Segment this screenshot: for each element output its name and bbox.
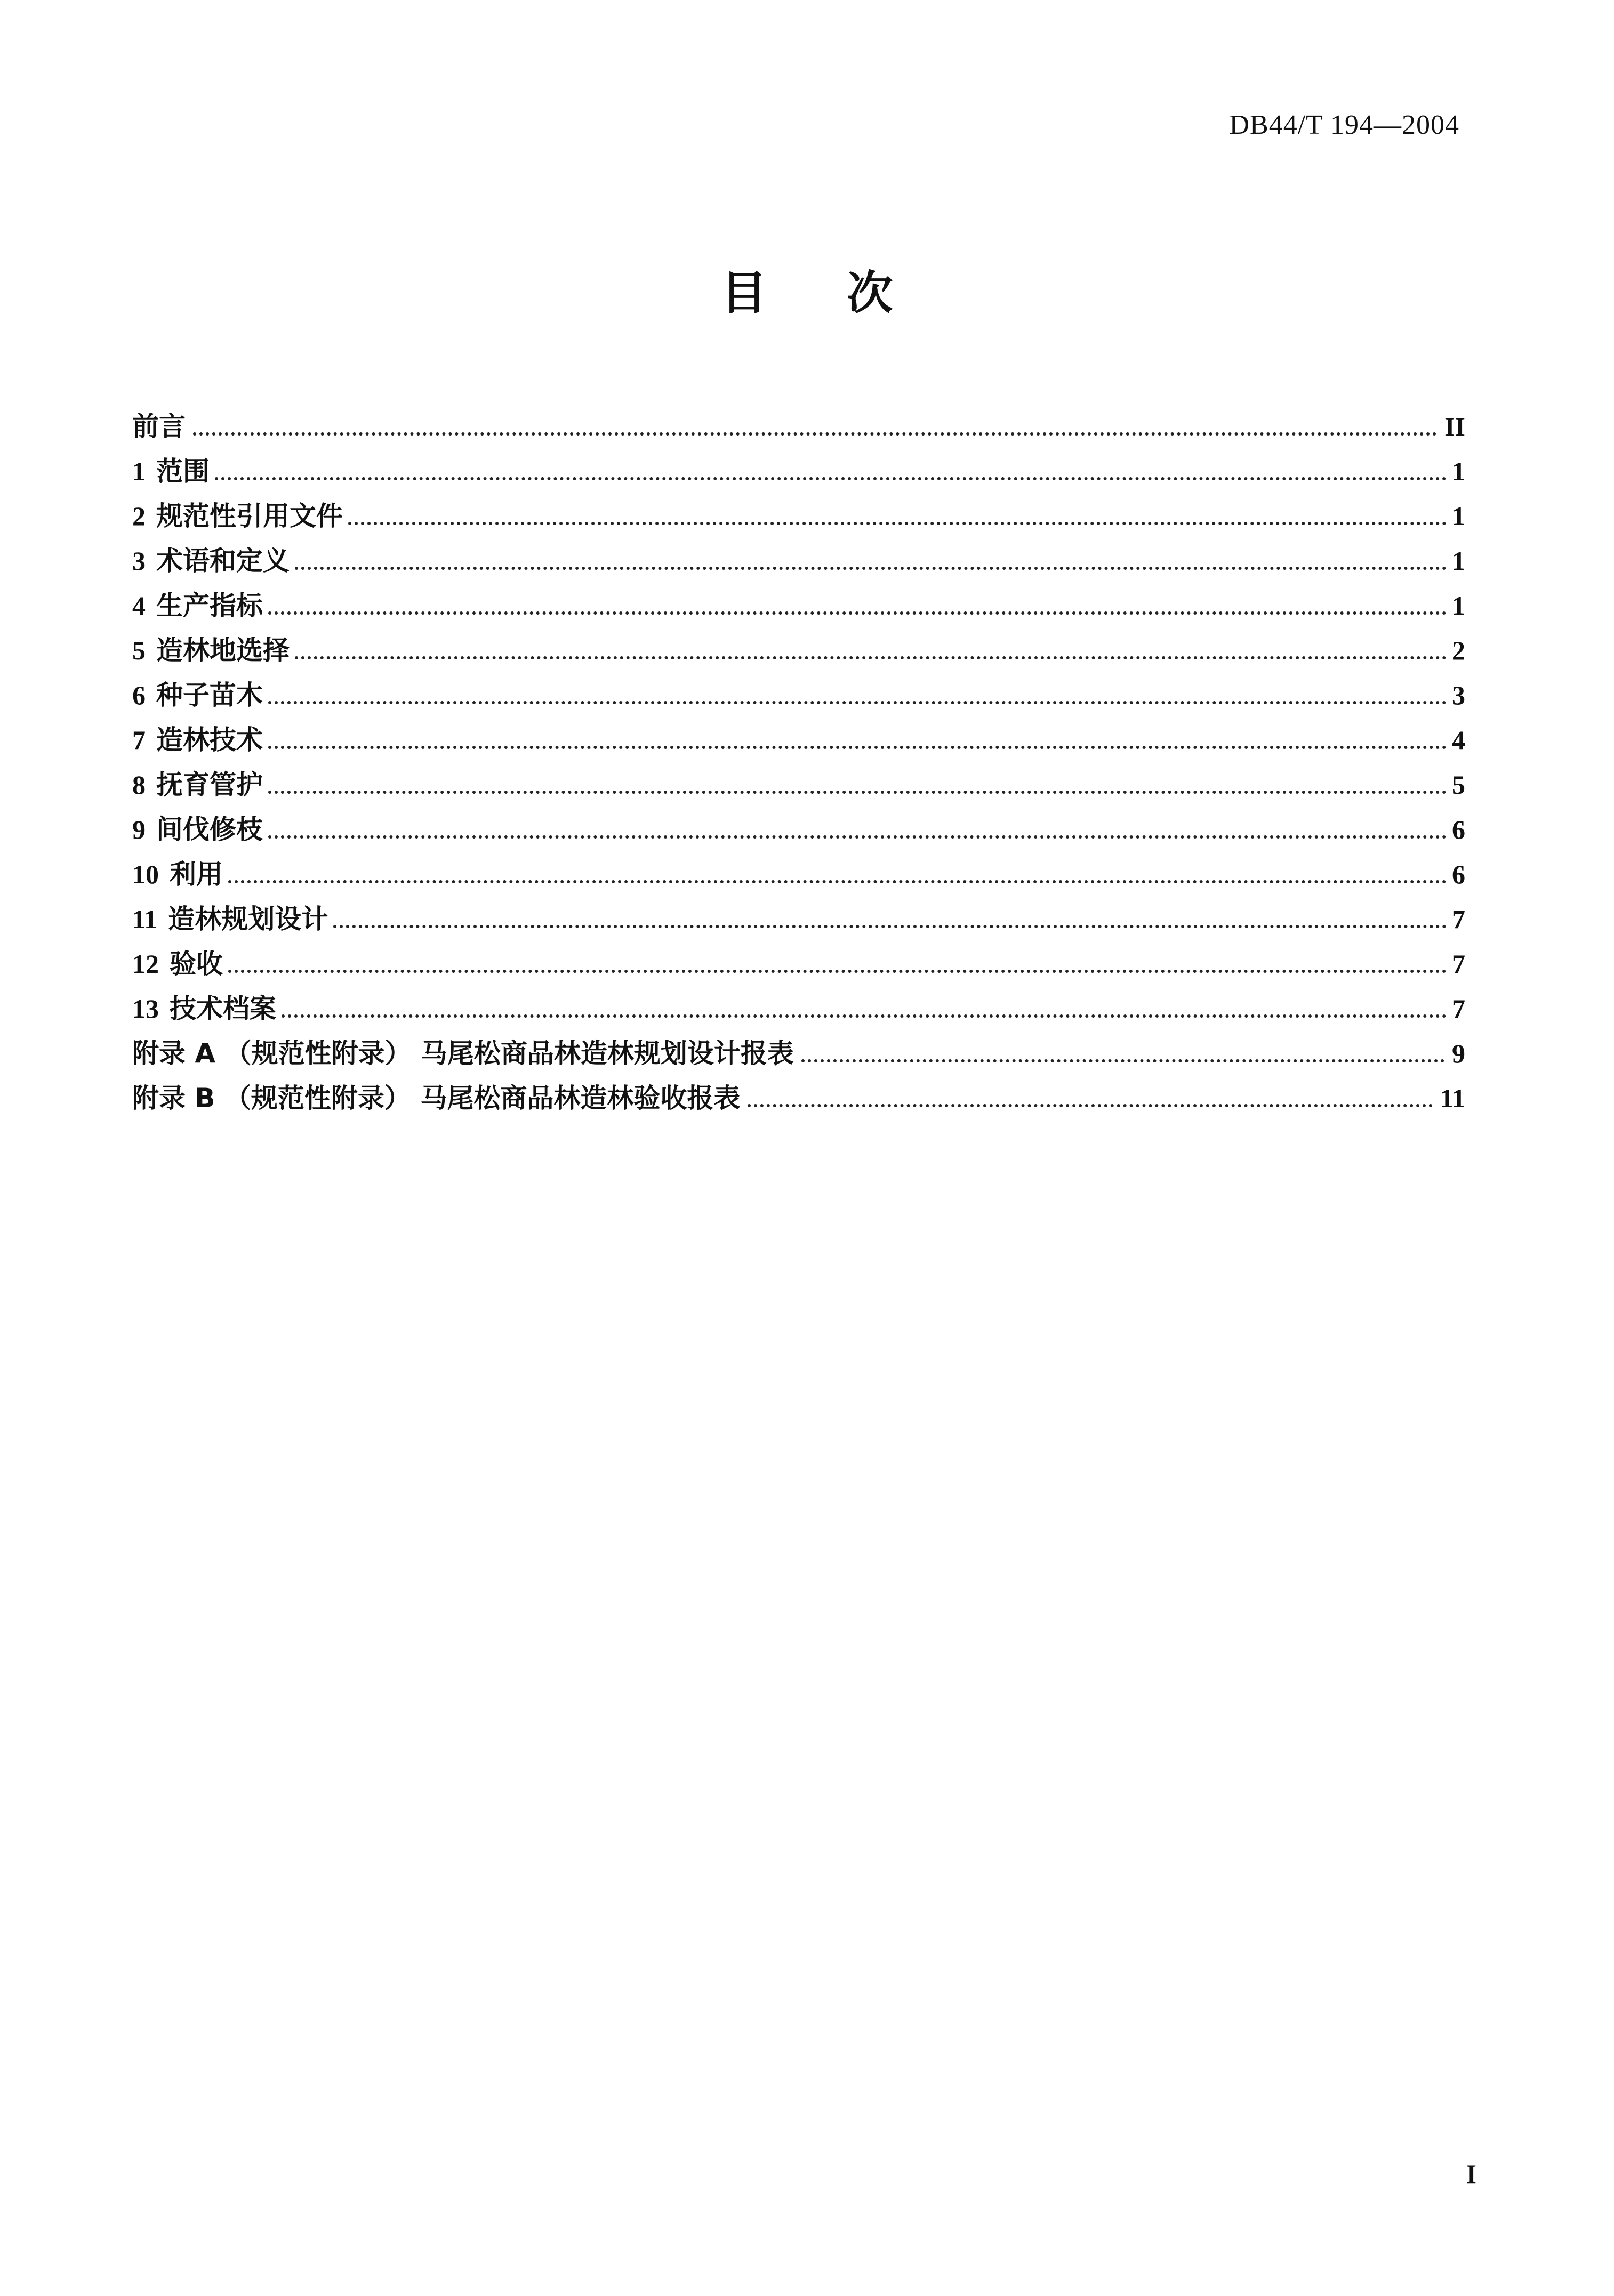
toc-entry-foreword[interactable]	[132, 405, 1465, 450]
toc-entry-page: 7	[1452, 904, 1465, 934]
toc-entry-4[interactable]	[132, 584, 1465, 629]
toc-entry-page: 3	[1452, 680, 1465, 710]
toc-entry-number: 6	[132, 680, 146, 710]
toc-leader-dots	[268, 835, 1447, 839]
toc-leader-dots	[215, 477, 1447, 480]
toc-leader-dots	[228, 880, 1447, 883]
toc-entry-9[interactable]	[132, 808, 1465, 853]
table-of-contents	[132, 405, 1465, 1122]
toc-entry-page: 6	[1452, 815, 1465, 844]
toc-entry-label: 前言	[132, 411, 186, 442]
toc-entry-page: 7	[1452, 949, 1465, 979]
toc-leader-dots	[348, 522, 1447, 525]
toc-entry-number: 4	[132, 591, 146, 621]
page-title: 目次	[721, 267, 973, 320]
toc-entry-number: 1	[132, 456, 146, 486]
toc-entry-1[interactable]	[132, 450, 1465, 495]
toc-entry-label: 造林地选择	[156, 635, 290, 666]
toc-entry-number: 12	[132, 949, 159, 979]
toc-leader-dots	[268, 746, 1447, 749]
toc-leader-dots	[282, 1014, 1447, 1018]
page-number: I	[1466, 2159, 1476, 2189]
toc-entry-6[interactable]	[132, 674, 1465, 719]
toc-entry-label: 术语和定义	[156, 545, 290, 576]
toc-entry-label: 造林规划设计	[168, 904, 328, 934]
toc-entry-label: 利用	[170, 859, 223, 890]
toc-entry-label: 附录 A （规范性附录） 马尾松商品林造林规划设计报表	[132, 1038, 794, 1069]
toc-entry-label: 附录 B （规范性附录） 马尾松商品林造林验收报表	[132, 1083, 741, 1114]
toc-leader-dots	[748, 1104, 1432, 1107]
toc-entry-number: 10	[132, 859, 159, 889]
toc-leader-dots	[193, 432, 1437, 436]
toc-entry-page: 5	[1452, 770, 1465, 800]
toc-entry-number: 7	[132, 725, 146, 755]
toc-leader-dots	[228, 970, 1447, 973]
toc-leader-dots	[333, 925, 1447, 928]
toc-entry-page: 9	[1452, 1038, 1465, 1068]
toc-entry-10[interactable]	[132, 853, 1465, 898]
toc-entry-label: 造林技术	[156, 724, 263, 755]
toc-entry-page: 1	[1452, 546, 1465, 576]
toc-leader-dots	[295, 567, 1447, 570]
toc-entry-number: 3	[132, 546, 146, 576]
toc-entry-number: 5	[132, 635, 146, 665]
toc-entry-12[interactable]	[132, 942, 1465, 987]
toc-entry-8[interactable]	[132, 763, 1465, 808]
toc-leader-dots	[268, 791, 1447, 794]
toc-leader-dots	[801, 1059, 1444, 1062]
toc-entry-13[interactable]	[132, 987, 1465, 1032]
toc-entry-label: 间伐修枝	[156, 814, 263, 845]
toc-entry-5[interactable]	[132, 629, 1465, 674]
toc-leader-dots	[295, 656, 1447, 659]
toc-entry-page: 1	[1452, 591, 1465, 621]
toc-entry-page: 7	[1452, 994, 1465, 1024]
toc-entry-appendix-b[interactable]	[132, 1077, 1465, 1122]
toc-entry-11[interactable]	[132, 898, 1465, 942]
toc-entry-page: 11	[1440, 1083, 1465, 1113]
toc-entry-page: 6	[1452, 859, 1465, 889]
toc-entry-label: 抚育管护	[156, 769, 263, 800]
toc-entry-7[interactable]	[132, 719, 1465, 763]
toc-entry-label: 种子苗木	[156, 680, 263, 711]
toc-entry-label: 验收	[170, 948, 223, 979]
toc-entry-label: 范围	[156, 456, 210, 487]
toc-entry-page: II	[1444, 412, 1465, 441]
toc-leader-dots	[268, 611, 1447, 615]
toc-entry-number: 2	[132, 501, 146, 531]
toc-entry-number: 11	[132, 904, 158, 934]
toc-entry-page: 2	[1452, 635, 1465, 665]
toc-entry-number: 8	[132, 770, 146, 800]
toc-entry-3[interactable]	[132, 539, 1465, 584]
toc-entry-number: 13	[132, 994, 159, 1024]
toc-entry-appendix-a[interactable]	[132, 1032, 1465, 1077]
toc-entry-number: 9	[132, 815, 146, 844]
toc-leader-dots	[268, 701, 1447, 704]
document-code: DB44/T 194—2004	[1229, 110, 1459, 140]
toc-entry-2[interactable]	[132, 495, 1465, 539]
toc-entry-label: 生产指标	[156, 590, 263, 621]
toc-entry-label: 规范性引用文件	[156, 501, 343, 531]
toc-entry-page: 4	[1452, 725, 1465, 755]
toc-entry-page: 1	[1452, 456, 1465, 486]
toc-entry-page: 1	[1452, 501, 1465, 531]
toc-entry-label: 技术档案	[170, 993, 276, 1024]
